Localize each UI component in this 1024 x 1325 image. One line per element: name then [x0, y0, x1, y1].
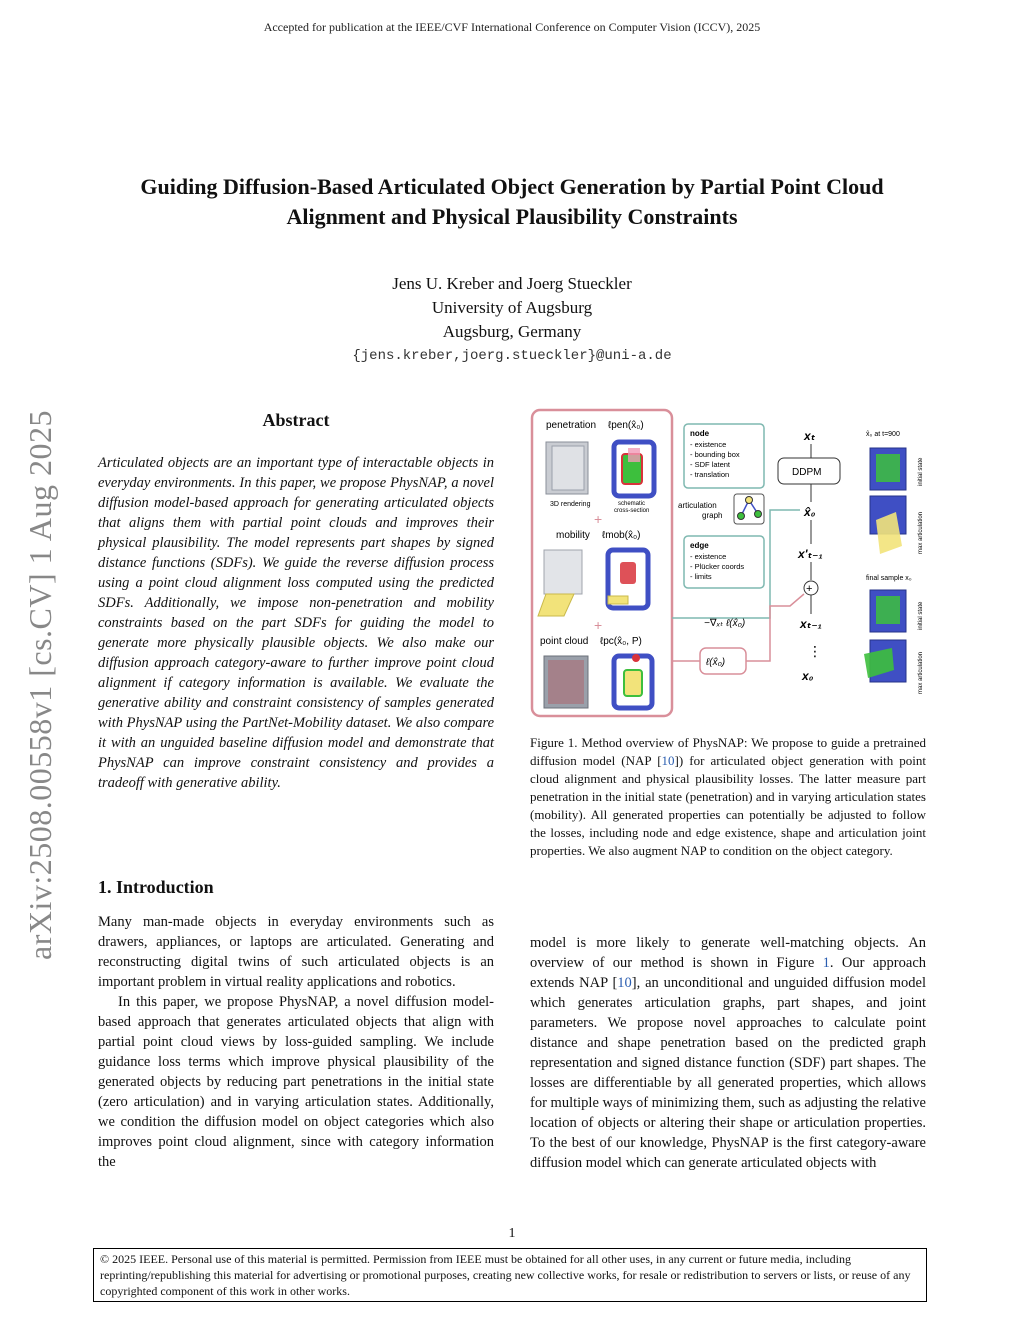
caption-citation-link[interactable]: 10: [661, 753, 675, 768]
xprime-label: x'ₜ₋₁: [798, 547, 823, 561]
final-initial-part: [876, 596, 900, 624]
right-text-c: ], an unconditional and unguided diffusion model which generates articulation graphs, part shapes, and joint parameters. We propose novel approaches to calculate point distance and shape penetration based on the predicted graph representation and signed distance function (SDF) part shapes. The losses are differentiable by all generated properties, which allows for multiple ways of minimizing them, such as adjusting the relative location of objects or altering their shape or articulation properties. To the best of our knowledge, PhysNAP is the first category-aware diffusion model which can generate articulated objects with: [530, 975, 926, 1171]
xt-label: xₜ: [804, 429, 816, 443]
x0hat-label: x̂₀: [804, 505, 816, 519]
edge-item-3: - limits: [690, 572, 712, 581]
citation-link[interactable]: 10: [617, 975, 632, 991]
abstract-text: Articulated objects are an important type of interactable objects in everyday environments. In this paper, we propose PhysNAP, a novel diffusion model-based approach for generating articulated objects that aligns them with partial point clouds and improves their physical plausibility. The model represents part shapes by signed distance functions (SDFs). We guide the reverse diffusion process using a point cloud alignment loss computed using the predicted SDFs. Additionally, we impose non-penetration and mobility constraints based on the part SDFs for guiding the model to generate more physically plausible objects. We also make our diffusion approach category-aware to further improve point cloud alignment if category information is available. We evaluate the generative ability and constraint consistency of samples generated with PhysNAP using the PartNet-Mobility dataset. We also compare it with an unguided baseline diffusion model and demonstrate that PhysNAP can improve constraint consistency and provides a tradeoff with generative ability.: [98, 455, 494, 791]
graph-label-1: articulation: [678, 501, 717, 510]
edge-item-2: - Plücker coords: [690, 562, 745, 571]
method-overview-diagram: [530, 408, 930, 720]
schematic-label-2: cross-section: [614, 508, 650, 514]
graph-label-2: graph: [702, 511, 723, 520]
node-item-3: - SDF latent: [690, 460, 731, 469]
pen-loss-label: ℓpen(x̂₀): [608, 420, 644, 431]
sample-top-label: x̂₀ at t=900: [866, 431, 900, 438]
mobility-part: [620, 562, 636, 584]
node-item-1: - existence: [690, 440, 727, 449]
introduction-heading: 1. Introduction: [98, 877, 214, 897]
title-line-1: Guiding Diffusion-Based Articulated Object Generation by Partial Point Cloud: [140, 174, 884, 199]
max-articulation-label-1: max articulation: [918, 511, 924, 554]
arxiv-identifier[interactable]: arXiv:2508.00558v1 [cs.CV] 1 Aug 2025: [22, 409, 58, 960]
node-title: node: [690, 429, 710, 438]
plus-node-label: +: [806, 583, 813, 595]
loss-connector-right: [746, 594, 804, 661]
right-text-a: model is more likely to generate well-matching objects. An overview of our method is shown in Figure: [530, 935, 926, 971]
initial-state-label-1: initial state: [918, 457, 924, 486]
intro-paragraph-2: In this paper, we propose PhysNAP, a novel diffusion model-based approach that generates articulated objects that align with partial point cloud views by loss-guided sampling. We include guidance loss terms which improve physical plausibility of the generated objects by reducing part penetrations in the initial state (zero articulation) and in varying articulation states. Additionally, we condition the diffusion model on object categories which also improves point cloud alignment, since with category information the: [98, 994, 494, 1170]
max-articulation-label-2: max articulation: [918, 651, 924, 694]
mobility-cube: [544, 550, 582, 594]
ddpm-label: DDPM: [792, 467, 822, 478]
edge-item-1: - existence: [690, 552, 727, 561]
rendering-label: 3D rendering: [550, 501, 591, 508]
authors: Jens U. Kreber and Joerg Stueckler: [392, 274, 632, 293]
right-paragraph: [530, 933, 926, 1173]
pointcloud-points: [548, 660, 584, 704]
pc-loss-label: ℓpc(x̂₀, P): [600, 636, 642, 647]
abstract-heading: Abstract: [262, 410, 330, 430]
rendering-face: [552, 446, 584, 490]
mobility-handle: [608, 596, 628, 604]
right-text-b: . Our approach extends NAP [: [530, 955, 926, 991]
header-note: Accepted for publication at the IEEE/CVF International Conference on Computer Vision (ICCV), 2025: [263, 20, 761, 34]
x0-label: x₀: [802, 669, 814, 683]
xt1-label: xₜ₋₁: [800, 617, 822, 631]
pc-part: [624, 670, 642, 696]
graph-node-2: [738, 513, 745, 520]
pointcloud-label: point cloud: [540, 636, 589, 647]
caption-part-a: Figure 1. Method overview of PhysNAP: We propose to guide a pretrained diffusion model (NAP [: [530, 735, 926, 768]
mob-loss-label: ℓmob(x̂₀): [602, 530, 641, 541]
author-block: [0, 272, 1024, 368]
graph-node-3: [755, 511, 762, 518]
figure-1: [530, 408, 930, 720]
node-item-4: - translation: [690, 470, 730, 479]
intro-paragraph-1: Many man-made objects in everyday environments such as drawers, appliances, or laptops are articulated. Generating and reconstructing digital twins of such articulated objects is an important problem in virtual reality applications and robotics.: [98, 914, 494, 990]
mobility-label: mobility: [556, 530, 590, 541]
figure-1-caption: [530, 734, 926, 860]
penetration-label: penetration: [546, 420, 597, 431]
sample-top-initial-part: [876, 454, 900, 482]
dots-label: ⋮: [808, 643, 822, 659]
paper-title: [80, 172, 944, 232]
loss-total-label: ℓ(x̂₀): [706, 657, 726, 668]
plus-sign-2: +: [594, 617, 603, 633]
node-item-2: - bounding box: [690, 450, 740, 459]
penetration-region: [628, 448, 640, 462]
right-column-text: [530, 933, 926, 1173]
figure-ref-link[interactable]: 1: [822, 955, 830, 971]
location: Augsburg, Germany: [442, 322, 582, 341]
caption-part-b: ]) for articulated object generation with point cloud alignment and physical plausibility losses. The latter measure part penetration in the initial state (penetration) and in varying articulation states (mobility). All generated properties can potentially be adjusted to follow the losses, including node and edge existence, shape and articulation joint properties. We also augment NAP to condition on the object category.: [530, 753, 926, 858]
page-number: 1: [508, 1226, 516, 1241]
edge-title: edge: [690, 541, 709, 550]
graph-node-1: [746, 497, 753, 504]
introduction-text: [98, 912, 494, 1172]
title-line-2: Alignment and Physical Plausibility Constraints: [286, 204, 738, 229]
initial-state-label-2: initial state: [918, 601, 924, 630]
plus-sign-1: +: [594, 511, 603, 527]
copyright-notice: © 2025 IEEE. Personal use of this material is permitted. Permission from IEEE must be obtained for all other uses, in any current or future media, including reprinting/republishing this material for advertising or promotional purposes, creating new collective works, for resale or redistribution to servers or lists, or reuse of any copyrighted component of this work in other works.: [93, 1248, 927, 1302]
final-sample-label: final sample x₀: [866, 575, 912, 582]
affiliation: University of Augsburg: [431, 298, 593, 317]
email[interactable]: {jens.kreber,joerg.stueckler}@uni-a.de: [352, 348, 672, 364]
gradient-label: −∇ₓₜ ℓ(x̂₀): [704, 618, 746, 629]
pc-point: [632, 654, 640, 662]
schematic-label-1: schematic: [618, 501, 646, 507]
